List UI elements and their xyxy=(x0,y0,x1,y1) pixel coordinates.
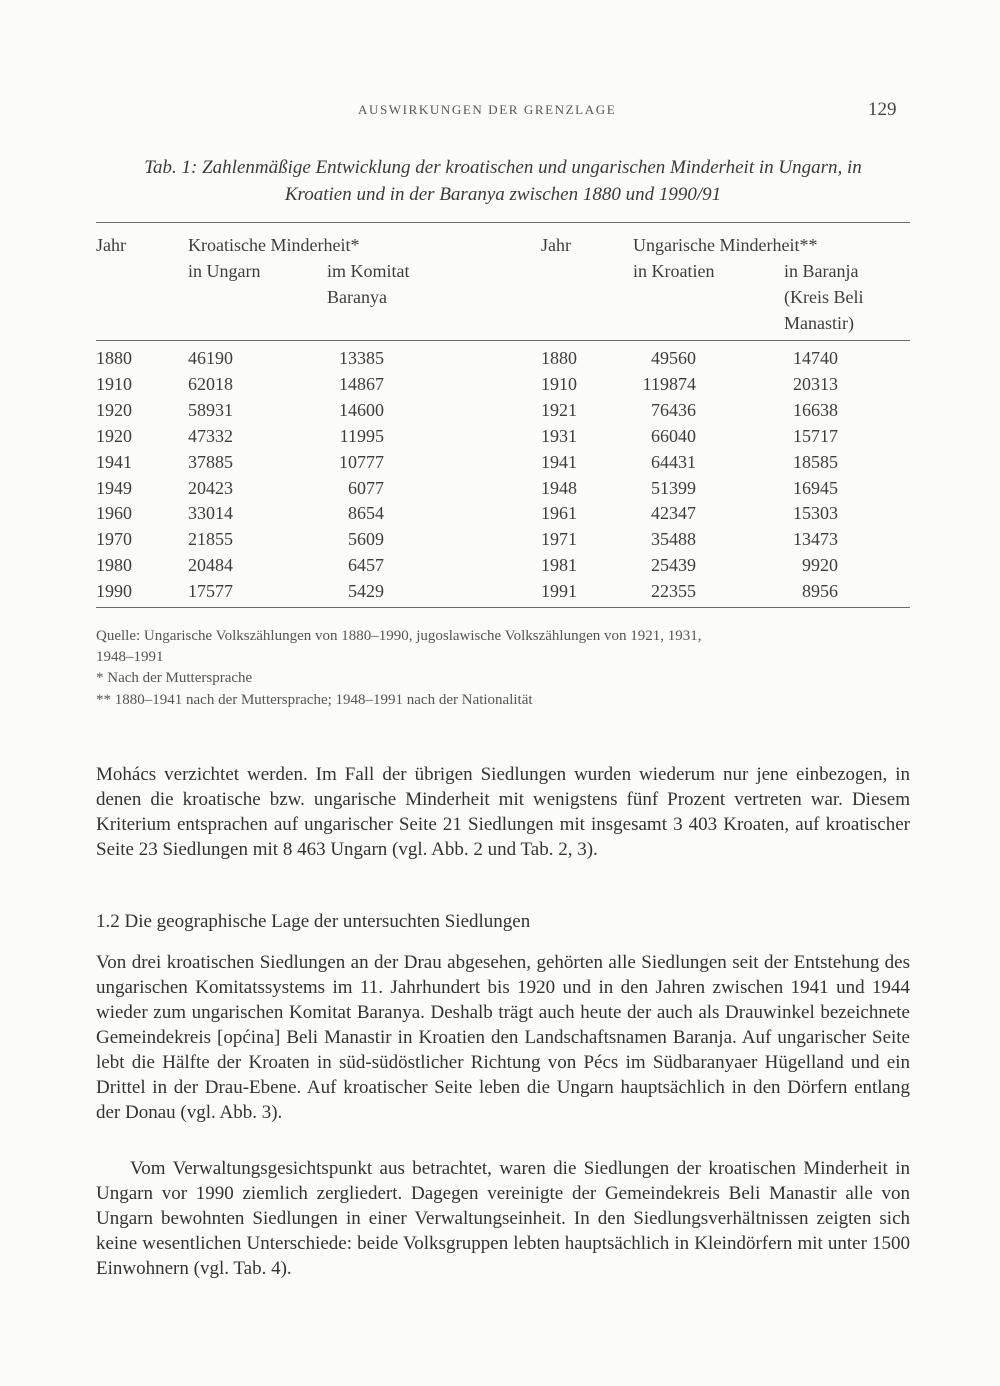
cell-croatians-in-baranya: 11995 xyxy=(339,425,384,446)
cell-hungarians-in-croatia: 42347 xyxy=(651,503,696,524)
page-number: 129 xyxy=(868,99,897,120)
cell-hungarians-in-croatia: 64431 xyxy=(651,451,696,472)
cell-croatians-in-baranya: 6457 xyxy=(348,555,384,576)
cell-year-croatia: 1910 xyxy=(96,373,132,394)
table-bottom-rule xyxy=(96,607,910,608)
cell-croatians-in-hungary: 21855 xyxy=(188,529,233,550)
cell-year-hungary: 1948 xyxy=(541,477,577,498)
cell-croatians-in-baranya: 6077 xyxy=(348,477,384,498)
cell-year-hungary: 1880 xyxy=(541,348,577,368)
cell-hungarians-in-baranja: 9920 xyxy=(802,555,838,576)
header-hungarian-minority: Ungarische Minderheit** xyxy=(633,235,818,255)
body-paragraph-1: Mohács verzichtet werden. Im Fall der übrigen Siedlungen wurden wiederum nur jene einbezogen, in denen die kroatische bzw. ungarische Minderheit mit wenigstens fünf Prozent vertreten war. Diesem Kriterium entsprachen auf ungarischer Seite 21 Siedlungen mit insgesamt 3 403 Kroaten, auf kroatischer Seite 23 Siedlungen mit 8 463 Ungarn (vgl. Abb. 2 und Tab. 2, 3). xyxy=(96,764,910,860)
cell-year-croatia: 1941 xyxy=(96,451,132,472)
header-year-right: Jahr xyxy=(541,235,571,255)
header-croatian-baranya-line-2: Baranya xyxy=(327,287,387,307)
cell-croatians-in-hungary: 33014 xyxy=(188,503,233,524)
cell-croatians-in-hungary: 17577 xyxy=(188,581,233,602)
cell-year-hungary: 1941 xyxy=(541,451,577,472)
cell-croatians-in-hungary: 20484 xyxy=(188,555,233,576)
cell-year-hungary: 1961 xyxy=(541,503,577,524)
cell-year-hungary: 1991 xyxy=(541,581,577,602)
source-note-line-1: Quelle: Ungarische Volkszählungen von 1880–1990, jugoslawische Volkszählungen von 1921, 1931, xyxy=(96,628,702,644)
cell-croatians-in-hungary: 62018 xyxy=(188,373,233,394)
cell-hungarians-in-croatia: 25439 xyxy=(651,555,696,576)
cell-year-hungary: 1981 xyxy=(541,555,577,576)
running-head: AUSWIRKUNGEN DER GRENZLAGE xyxy=(358,102,617,117)
header-hungarian-baranja-line-1: in Baranja xyxy=(784,261,859,281)
cell-hungarians-in-baranja: 15303 xyxy=(793,503,838,524)
cell-croatians-in-hungary: 37885 xyxy=(188,451,233,472)
cell-croatians-in-baranya: 14867 xyxy=(339,373,384,394)
cell-croatians-in-hungary: 58931 xyxy=(188,399,233,420)
cell-hungarians-in-baranja: 13473 xyxy=(793,529,838,550)
cell-hungarians-in-baranja: 15717 xyxy=(793,425,838,446)
table-caption-line-2: Kroatien und in der Baranya zwischen 1880 und 1990/91 xyxy=(284,184,722,205)
cell-year-hungary: 1910 xyxy=(541,373,577,394)
cell-croatians-in-baranya: 5429 xyxy=(348,581,384,602)
cell-hungarians-in-croatia: 49560 xyxy=(651,348,696,368)
cell-croatians-in-baranya: 8654 xyxy=(348,503,384,524)
header-hungarian-baranja-line-3: Manastir) xyxy=(784,313,854,333)
cell-hungarians-in-croatia: 76436 xyxy=(651,399,696,420)
cell-year-croatia: 1970 xyxy=(96,529,132,550)
table-caption-line-1: Tab. 1: Zahlenmäßige Entwicklung der kroatischen und ungarischen Minderheit in Ungarn, in xyxy=(144,157,862,178)
cell-year-croatia: 1980 xyxy=(96,555,132,576)
footnote-2: ** 1880–1941 nach der Muttersprache; 1948–1991 nach der Nationalität xyxy=(96,692,533,708)
cell-hungarians-in-baranja: 18585 xyxy=(793,451,838,472)
cell-hungarians-in-croatia: 66040 xyxy=(651,425,696,446)
table-top-rule xyxy=(96,222,910,223)
cell-year-croatia: 1990 xyxy=(96,581,132,602)
cell-croatians-in-hungary: 47332 xyxy=(188,425,233,446)
cell-hungarians-in-croatia: 119874 xyxy=(642,373,696,394)
cell-croatians-in-baranya: 5609 xyxy=(348,529,384,550)
body-paragraph-2: Von drei kroatischen Siedlungen an der Drau abgesehen, gehörten alle Siedlungen seit der Entstehung des ungarischen Komitatssystems im 11. Jahrhundert bis 1920 und in den Jahren zwischen 1941 und 1944 wieder zum ungarischen Komitat Baranya. Deshalb trägt auch heute der auch als Drauwinkel bezeichnete Gemeindekreis [općina] Beli Manastir in Kroatien den Landschaftsnamen Baranja. Auf ungarischer Seite lebt die Hälfte der Kroaten in süd-südöstlicher Richtung von Pécs im Südbaranyaer Hügelland und ein Drittel in der Drau-Ebene. Auf kroatischer Seite leben die Ungarn hauptsächlich in den Dörfern entlang der Donau (vgl. Abb. 3). xyxy=(96,952,910,1123)
cell-hungarians-in-baranja: 20313 xyxy=(793,373,838,394)
cell-year-hungary: 1921 xyxy=(541,399,577,420)
cell-year-croatia: 1960 xyxy=(96,503,132,524)
cell-year-croatia: 1920 xyxy=(96,399,132,420)
cell-hungarians-in-croatia: 22355 xyxy=(651,581,696,602)
footnote-1: * Nach der Muttersprache xyxy=(96,670,253,686)
cell-hungarians-in-baranja: 16638 xyxy=(793,399,838,420)
cell-year-hungary: 1971 xyxy=(541,529,577,550)
cell-year-hungary: 1931 xyxy=(541,425,577,446)
cell-hungarians-in-baranja: 16945 xyxy=(793,477,838,498)
table-header-rule xyxy=(96,340,910,341)
body-paragraph-3: Vom Verwaltungsgesichtspunkt aus betrachtet, waren die Siedlungen der kroatischen Minderheit in Ungarn vor 1990 ziemlich zergliedert. Dagegen vereinigte der Gemeindekreis Beli Manastir alle von Ungarn bewohnten Siedlungen in einer Verwaltungseinheit. In den Siedlungsverhältnissen zeigten sich keine wesentlichen Unterschiede: beide Volksgruppen lebten hauptsächlich in Kleindörfern mit unter 1500 Einwohnern (vgl. Tab. 4). xyxy=(96,1158,910,1279)
header-croatian-in-hungary: in Ungarn xyxy=(188,261,261,281)
cell-hungarians-in-croatia: 35488 xyxy=(651,529,696,550)
section-heading: 1.2 Die geographische Lage der untersuchten Siedlungen xyxy=(96,911,531,932)
cell-croatians-in-baranya: 14600 xyxy=(339,399,384,420)
table-caption xyxy=(96,154,910,208)
cell-hungarians-in-baranja: 8956 xyxy=(802,581,838,602)
header-croatian-baranya-line-1: im Komitat xyxy=(327,261,410,281)
source-note-line-2: 1948–1991 xyxy=(96,649,164,665)
header-hungarian-in-croatia: in Kroatien xyxy=(633,261,715,281)
cell-year-croatia: 1880 xyxy=(96,348,132,368)
cell-year-croatia: 1920 xyxy=(96,425,132,446)
cell-croatians-in-baranya: 10777 xyxy=(339,451,384,472)
header-hungarian-baranja-line-2: (Kreis Beli xyxy=(784,287,864,307)
cell-hungarians-in-croatia: 51399 xyxy=(651,477,696,498)
cell-year-croatia: 1949 xyxy=(96,477,132,498)
cell-hungarians-in-baranja: 14740 xyxy=(793,348,838,368)
header-croatian-minority: Kroatische Minderheit* xyxy=(188,235,360,255)
cell-croatians-in-hungary: 46190 xyxy=(188,348,233,368)
cell-croatians-in-hungary: 20423 xyxy=(188,477,233,498)
cell-croatians-in-baranya: 13385 xyxy=(339,348,384,368)
header-year-left: Jahr xyxy=(96,235,126,255)
